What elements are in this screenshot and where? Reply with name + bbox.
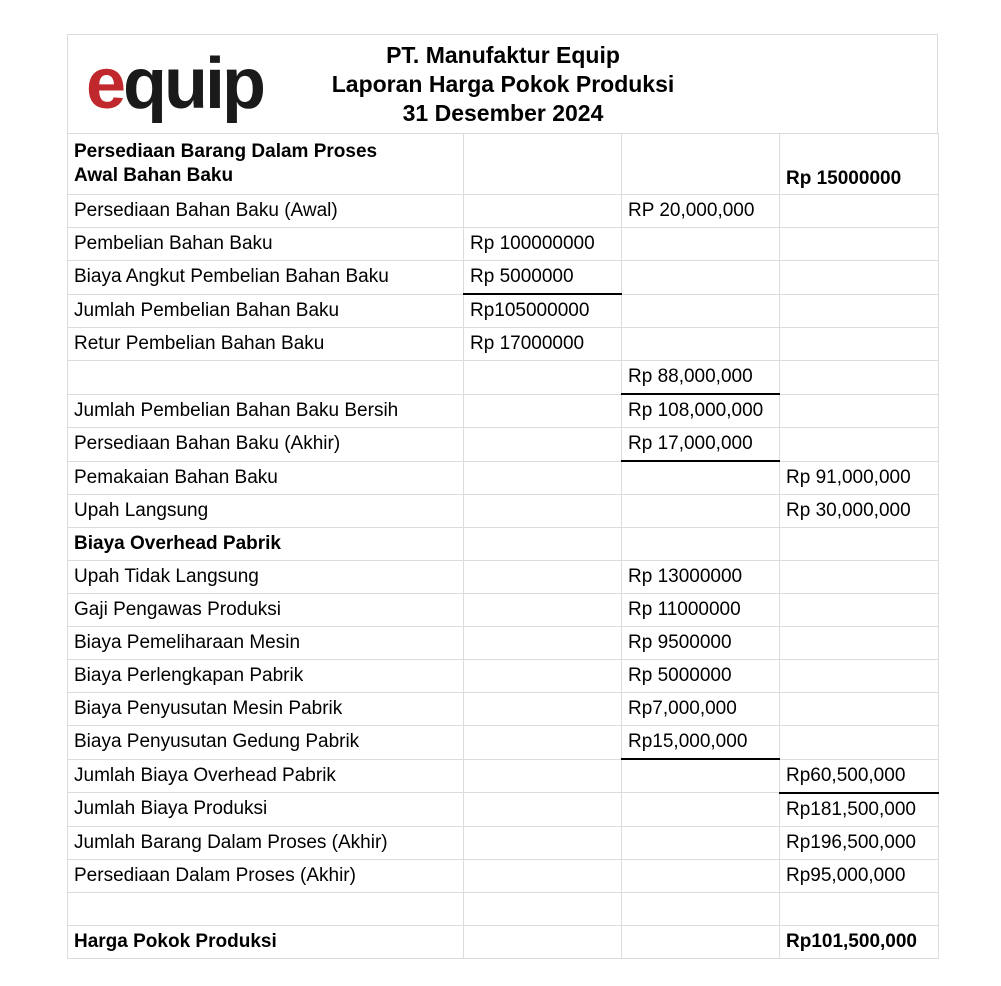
- table-row: [68, 394, 939, 428]
- cell-col3: [780, 328, 939, 361]
- cell-col2: [622, 859, 780, 892]
- row-label: Jumlah Barang Dalam Proses (Akhir): [68, 826, 464, 859]
- row-label: Pemakaian Bahan Baku: [68, 461, 464, 495]
- cell-col1: [464, 627, 622, 660]
- cost-of-production-table: [67, 133, 939, 959]
- row-label: Pembelian Bahan Baku: [68, 228, 464, 261]
- cell-col3: [780, 693, 939, 726]
- table-row: [68, 826, 939, 859]
- table-row: [68, 228, 939, 261]
- row-label: [68, 361, 464, 395]
- row-label: Retur Pembelian Bahan Baku: [68, 328, 464, 361]
- cell-col1: [464, 394, 622, 428]
- cell-col3: [780, 660, 939, 693]
- company-name: PT. Manufaktur Equip: [386, 42, 620, 68]
- table-row: [68, 925, 939, 958]
- cell-col1: [464, 361, 622, 395]
- cell-col3: Rp 15000000: [780, 134, 939, 195]
- cell-col2: [622, 461, 780, 495]
- table-row: [68, 261, 939, 295]
- cell-col2: [622, 892, 780, 925]
- row-label: Biaya Penyusutan Mesin Pabrik: [68, 693, 464, 726]
- cell-col3: [780, 261, 939, 295]
- cell-col2: [622, 793, 780, 827]
- cell-col1: [464, 793, 622, 827]
- cell-col3: [780, 726, 939, 760]
- cell-col2: [622, 261, 780, 295]
- equip-logo: [86, 41, 263, 127]
- row-label: Gaji Pengawas Produksi: [68, 594, 464, 627]
- report-sheet: [67, 34, 938, 959]
- table-row: [68, 627, 939, 660]
- table-row: [68, 892, 939, 925]
- table-row: [68, 561, 939, 594]
- cell-col2: [622, 495, 780, 528]
- table-row: [68, 195, 939, 228]
- cell-col1: [464, 461, 622, 495]
- table-row: [68, 294, 939, 328]
- cell-col3: [780, 228, 939, 261]
- cell-col3: [780, 394, 939, 428]
- cell-col3: [780, 195, 939, 228]
- cell-col2: [622, 294, 780, 328]
- cell-col2: Rp 11000000: [622, 594, 780, 627]
- report-title: Laporan Harga Pokok Produksi: [331, 71, 675, 97]
- cell-col1: [464, 660, 622, 693]
- cell-col2: [622, 228, 780, 261]
- cell-col3: [780, 361, 939, 395]
- cell-col1: [464, 759, 622, 793]
- table-row: [68, 495, 939, 528]
- cell-col1: Rp105000000: [464, 294, 622, 328]
- cell-col1: [464, 195, 622, 228]
- cell-col2: [622, 134, 780, 195]
- cell-col1: [464, 892, 622, 925]
- logo-letter-e: e: [86, 44, 124, 124]
- row-label: Biaya Perlengkapan Pabrik: [68, 660, 464, 693]
- table-row: [68, 594, 939, 627]
- cell-col1: [464, 561, 622, 594]
- cell-col3: Rp 30,000,000: [780, 495, 939, 528]
- row-label: Persediaan Bahan Baku (Awal): [68, 195, 464, 228]
- cell-col2: Rp 17,000,000: [622, 428, 780, 462]
- table-row: [68, 726, 939, 760]
- cell-col3: Rp181,500,000: [780, 793, 939, 827]
- cell-col1: [464, 134, 622, 195]
- cell-col3: Rp196,500,000: [780, 826, 939, 859]
- cell-col3: [780, 627, 939, 660]
- cell-col1: [464, 428, 622, 462]
- row-label: Upah Langsung: [68, 495, 464, 528]
- row-label-line1: Persediaan Barang Dalam Proses: [74, 141, 378, 162]
- table-row: [68, 693, 939, 726]
- cell-col1: Rp 100000000: [464, 228, 622, 261]
- cell-col2: Rp 9500000: [622, 627, 780, 660]
- row-label: Biaya Angkut Pembelian Bahan Baku: [68, 261, 464, 295]
- row-label: Jumlah Biaya Produksi: [68, 793, 464, 827]
- cell-col2: Rp 88,000,000: [622, 361, 780, 395]
- table-row: [68, 361, 939, 395]
- row-label: Persediaan Dalam Proses (Akhir): [68, 859, 464, 892]
- cell-col2: Rp 108,000,000: [622, 394, 780, 428]
- cell-col2: Rp 13000000: [622, 561, 780, 594]
- cell-col2: [622, 528, 780, 561]
- cell-col1: [464, 925, 622, 958]
- cell-col2: [622, 759, 780, 793]
- report-titles: [268, 41, 738, 128]
- cell-col3: [780, 294, 939, 328]
- table-row: [68, 328, 939, 361]
- row-label: Harga Pokok Produksi: [68, 925, 464, 958]
- row-label: Jumlah Biaya Overhead Pabrik: [68, 759, 464, 793]
- cell-col1: [464, 826, 622, 859]
- row-label: Biaya Overhead Pabrik: [68, 528, 464, 561]
- cell-col3: [780, 528, 939, 561]
- cell-col1: [464, 693, 622, 726]
- cell-col1: [464, 859, 622, 892]
- cell-col1: [464, 528, 622, 561]
- cell-col3: [780, 892, 939, 925]
- table-row: [68, 793, 939, 827]
- row-label: Persediaan Bahan Baku (Akhir): [68, 428, 464, 462]
- row-label: Jumlah Pembelian Bahan Baku: [68, 294, 464, 328]
- cell-col2: Rp 5000000: [622, 660, 780, 693]
- row-label: [68, 134, 464, 195]
- row-label-line2: Awal Bahan Baku: [74, 165, 234, 186]
- cell-col3: Rp 91,000,000: [780, 461, 939, 495]
- row-label: Jumlah Pembelian Bahan Baku Bersih: [68, 394, 464, 428]
- table-row: [68, 859, 939, 892]
- logo-text: quip: [123, 44, 263, 124]
- row-label: Upah Tidak Langsung: [68, 561, 464, 594]
- table-row: [68, 461, 939, 495]
- row-label: Biaya Penyusutan Gedung Pabrik: [68, 726, 464, 760]
- cell-col3: Rp60,500,000: [780, 759, 939, 793]
- table-row: [68, 759, 939, 793]
- report-header: [67, 34, 938, 133]
- row-label: Biaya Pemeliharaan Mesin: [68, 627, 464, 660]
- cell-col2: RP 20,000,000: [622, 195, 780, 228]
- table-row: [68, 660, 939, 693]
- cell-col1: Rp 17000000: [464, 328, 622, 361]
- cell-col3: [780, 594, 939, 627]
- cell-col2: Rp15,000,000: [622, 726, 780, 760]
- cell-col2: Rp7,000,000: [622, 693, 780, 726]
- cell-col2: [622, 328, 780, 361]
- cell-col3: [780, 561, 939, 594]
- cell-col3: Rp95,000,000: [780, 859, 939, 892]
- cell-col3: Rp101,500,000: [780, 925, 939, 958]
- row-label: [68, 892, 464, 925]
- cell-col1: Rp 5000000: [464, 261, 622, 295]
- cell-col3: [780, 428, 939, 462]
- cell-col1: [464, 726, 622, 760]
- cell-col1: [464, 495, 622, 528]
- table-row: [68, 528, 939, 561]
- cell-col1: [464, 594, 622, 627]
- cell-col2: [622, 925, 780, 958]
- table-row: [68, 428, 939, 462]
- cell-col2: [622, 826, 780, 859]
- report-date: 31 Desember 2024: [402, 100, 604, 126]
- table-row: [68, 134, 939, 195]
